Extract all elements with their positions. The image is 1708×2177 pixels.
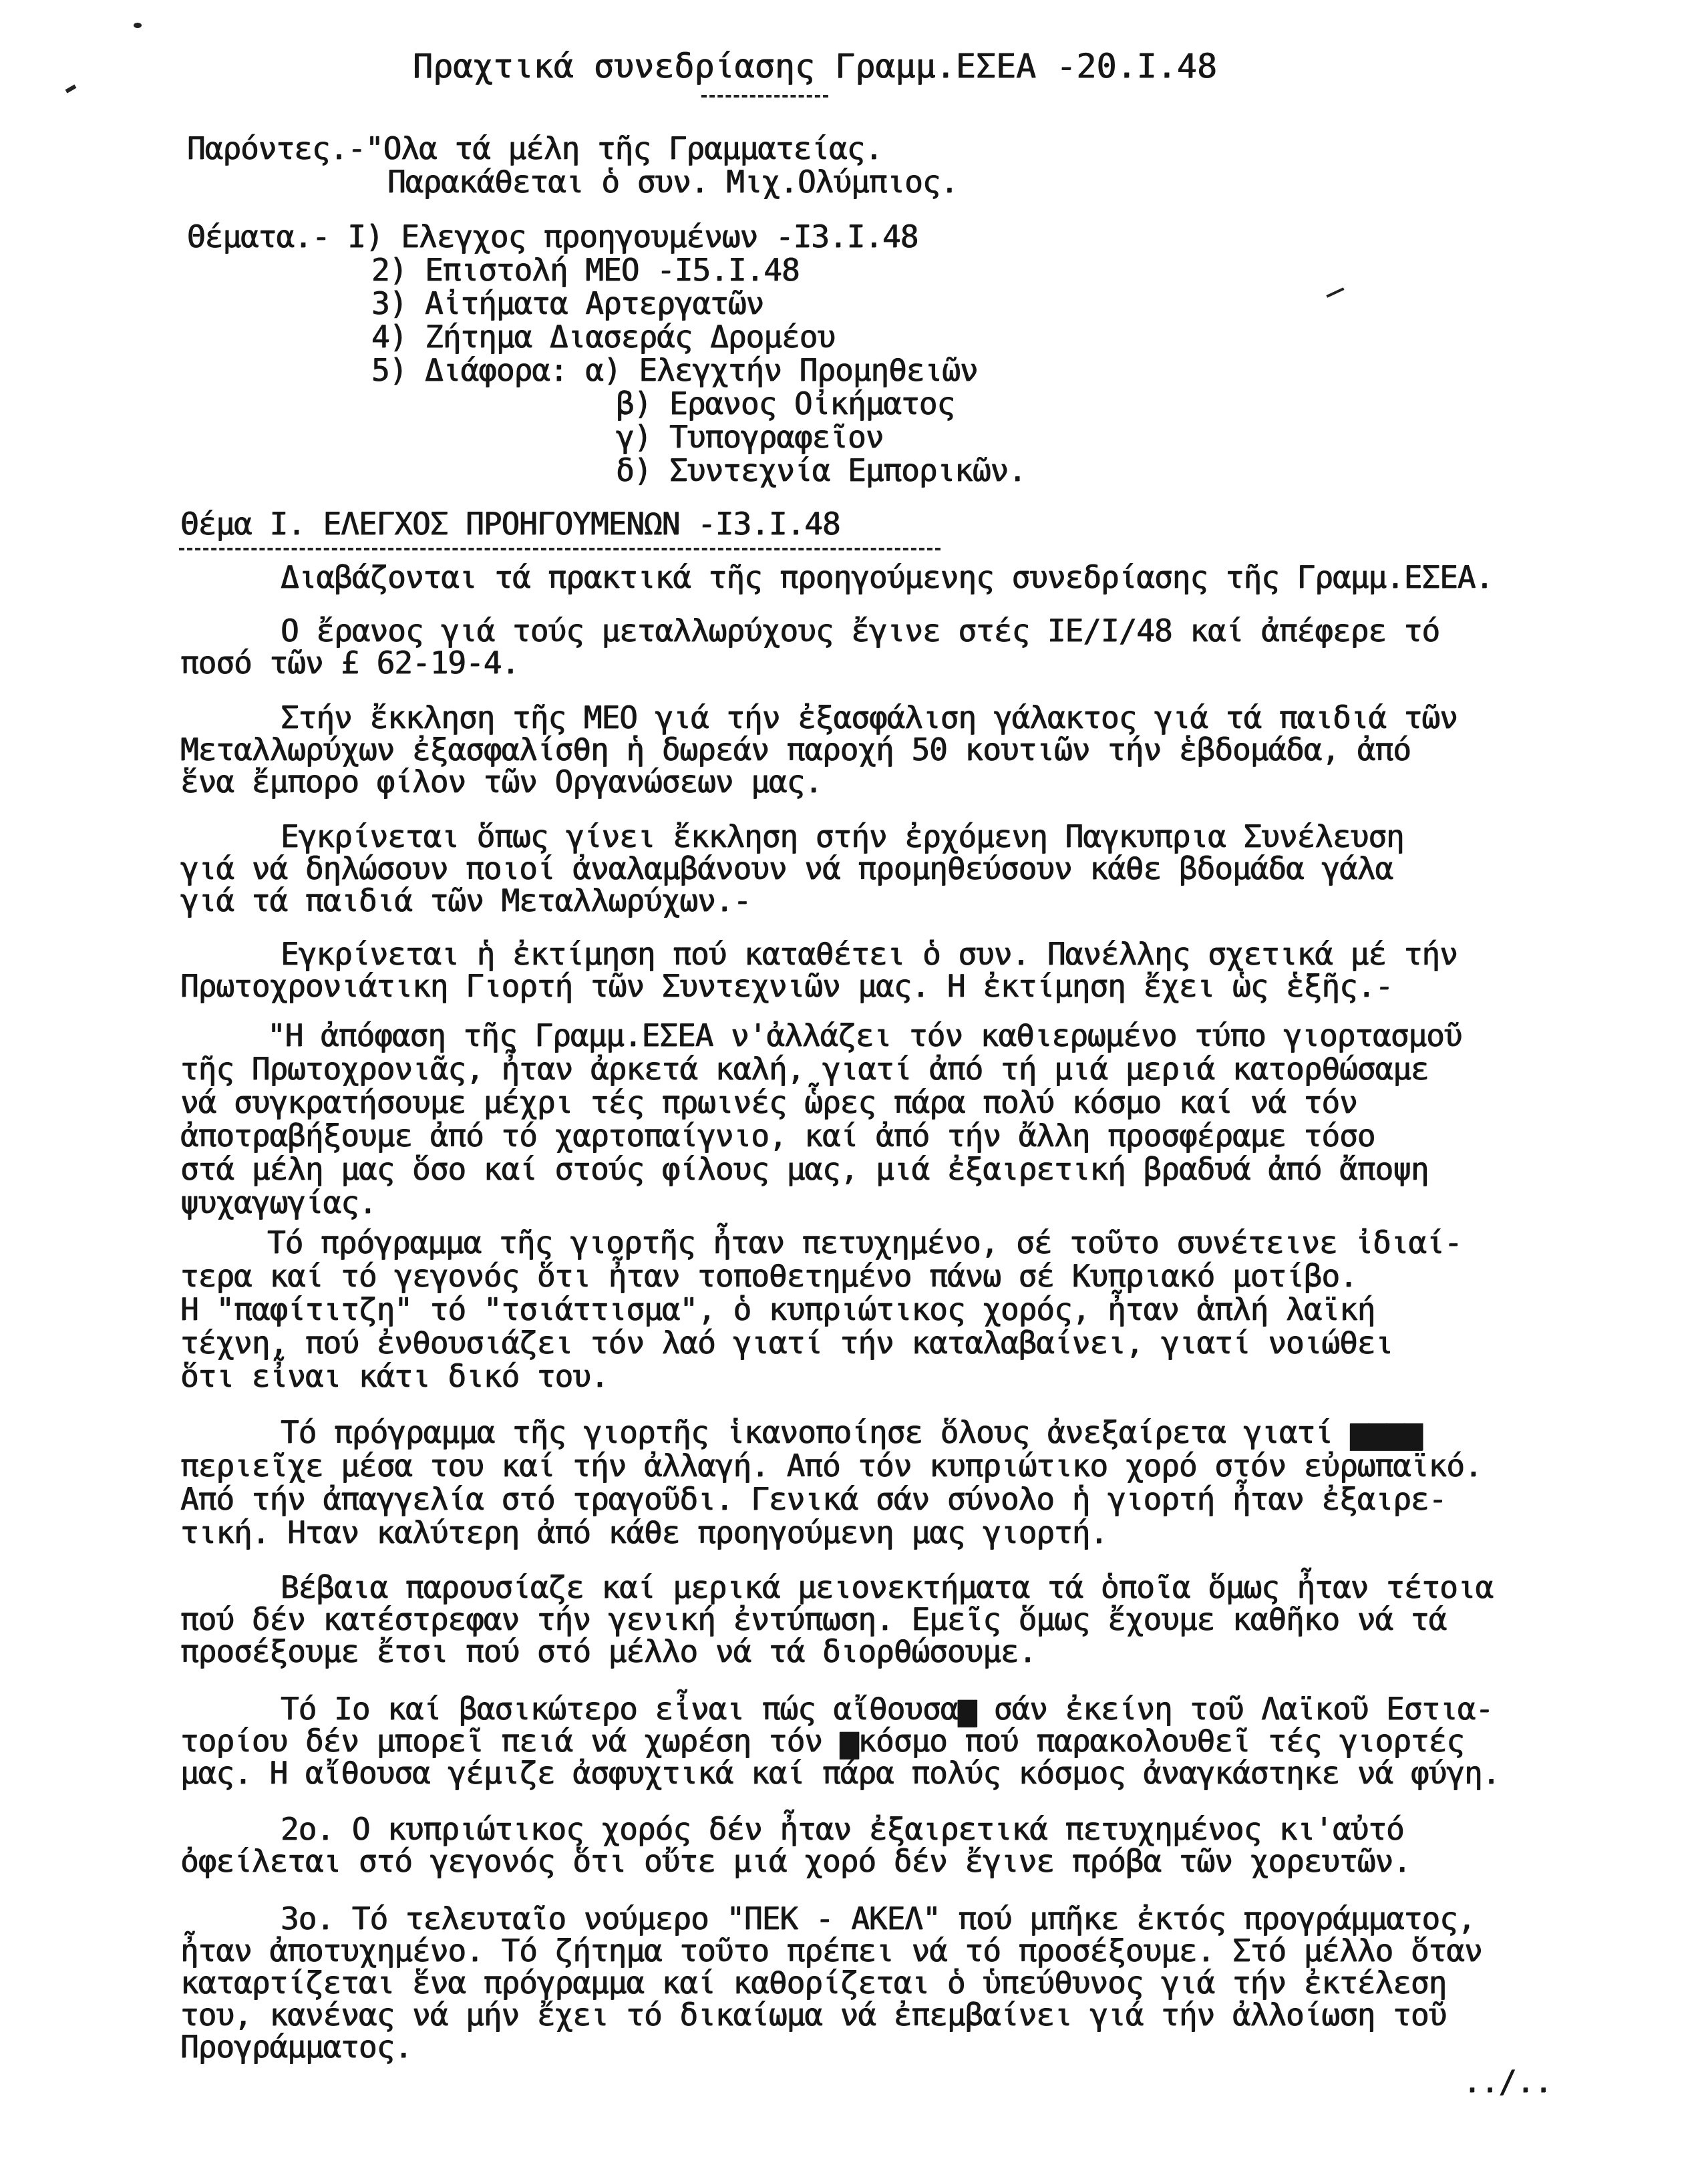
body-line: ψυχαγωγίας. bbox=[180, 1184, 377, 1220]
body-line: καταρτίζεται ἕνα πρόγραμμα καί καθορίζεται ὁ ὑπεύθυνος γιά τήν ἐκτέλεση bbox=[180, 1965, 1447, 2001]
body-line: ἕνα ἔμπορο φίλον τῶν Οργανώσεων μας. bbox=[180, 764, 822, 800]
body-line: Εγκρίνεται ὅπως γίνει ἔκκληση στήν ἐρχόμενη Παγκυπρια Συνέλευση bbox=[281, 818, 1404, 854]
stray-mark-right bbox=[1326, 287, 1344, 297]
body-line: τική. Ηταν καλύτερη ἀπό κάθε προηγούμενη μας γιορτή. bbox=[180, 1514, 1108, 1550]
body-line: στά μέλη μας ὅσο καί στούς φίλους μας, μιά ἐξαιρετική βραδυά ἀπό ἄποψη bbox=[180, 1151, 1429, 1187]
body-line: "Η ἀπόφαση τῆς Γραμμ.ΕΣΕΑ ν'ἀλλάζει τόν καθιερωμένο τύπο γιορτασμοῦ bbox=[267, 1017, 1462, 1053]
body-line: Τό Iο καί βασικώτερο εἶναι πώς αἴθουσα▆ σάν ἐκείνη τοῦ Λαϊκοῦ Εστια- bbox=[281, 1691, 1494, 1727]
body-line: Εγκρίνεται ἡ ἐκτίμηση πού καταθέτει ὁ συν. Πανέλλης σχετικά μέ τήν bbox=[281, 936, 1458, 972]
themes-line-1: Θέματα.- I) Ελεγχος προηγουμένων -I3.I.48 bbox=[187, 218, 918, 255]
body-line: Από τήν ἀπαγγελία στό τραγοῦδι. Γενικά σάν σύνολο ἡ γιορτή ἦταν ἐξαιρε- bbox=[180, 1481, 1447, 1517]
body-line: νά συγκρατήσουμε μέχρι τές πρωινές ὧρες πάρα πολύ κόσμο καί νά τόν bbox=[180, 1084, 1357, 1120]
body-line: Ο ἔρανος γιά τούς μεταλλωρύχους ἔγινε στές IΕ/I/48 καί ἀπέφερε τό bbox=[281, 613, 1440, 649]
body-line: Διαβάζονται τά πρακτικά τῆς προηγούμενης συνεδρίασης τῆς Γραμμ.ΕΣΕΑ. bbox=[281, 559, 1494, 595]
present-line-1: Παρόντες.-"Ολα τά μέλη τῆς Γραμματείας. bbox=[187, 130, 883, 166]
body-line: Προγράμματος. bbox=[180, 2029, 413, 2065]
body-line: μας. Η αἴθουσα γέμιζε ἀσφυχτικά καί πάρα πολύς κόσμος ἀναγκάστηκε νά φύγη. bbox=[180, 1755, 1500, 1791]
body-line: Στήν ἔκκληση τῆς ΜΕΟ γιά τήν ἐξασφάλιση γάλακτος γιά τά παιδιά τῶν bbox=[281, 699, 1458, 735]
body-line: τῆς Πρωτοχρονιᾶς, ἦταν ἀρκετά καλή, γιατί ἀπό τή μιά μεριά κατορθώσαμε bbox=[180, 1051, 1429, 1087]
stray-mark-top-left bbox=[134, 23, 142, 28]
body-line: Βέβαια παρουσίαζε καί μερικά μειονεκτήματα τά ὁποῖα ὅμως ἦταν τέτοια bbox=[281, 1569, 1494, 1605]
present-line-2: Παρακάθεται ὁ συν. Μιχ.Ολύμπιος. bbox=[387, 164, 959, 200]
themes-line-8: δ) Συντεχνία Εμπορικῶν. bbox=[616, 452, 1026, 488]
themes-line-5: 5) Διάφορα: α) Ελεγχτήν Προμηθειῶν bbox=[371, 352, 978, 388]
body-line: ποσό τῶν £ 62-19-4. bbox=[180, 645, 520, 681]
themes-line-3: 3) Αἰτήματα Αρτεργατῶν bbox=[371, 285, 764, 321]
body-line: ἦταν ἀποτυχημένο. Τό ζήτημα τοῦτο πρέπει νά τό προσέξουμε. Στό μέλλο ὅταν bbox=[180, 1933, 1482, 1969]
body-line: τορίου δέν μπορεῖ πειά νά χωρέση τόν ▆κόσμο πού παρακολουθεῖ τές γιορτές bbox=[180, 1723, 1464, 1759]
body-line: πού δέν κατέστρεφαν τήν γενική ἐντύπωση. Εμεῖς ὅμως ἔχουμε καθῆκο νά τά bbox=[180, 1601, 1447, 1637]
title-rule bbox=[701, 95, 828, 100]
themes-line-2: 2) Επιστολή ΜΕΟ -I5.I.48 bbox=[371, 252, 800, 288]
themes-line-6: β) Ερανος Οἰκήματος bbox=[616, 385, 955, 422]
body-line: γιά νά δηλώσουν ποιοί ἀναλαμβάνουν νά προμηθεύσουν κάθε βδομάδα γάλα bbox=[180, 850, 1393, 886]
body-line: ἀποτραβήξουμε ἀπό τό χαρτοπαίγνιο, καί ἀπό τήν ἄλλη προσφέραμε τόσο bbox=[180, 1118, 1375, 1154]
body-line: προσέξουμε ἔτσι πού στό μέλλο νά τά διορθώσουμε. bbox=[180, 1633, 1037, 1669]
body-line: ὅτι εἶναι κάτι δικό του. bbox=[180, 1358, 609, 1394]
continuation-mark: ../.. bbox=[1463, 2063, 1552, 2100]
body-line: Η "παφίτιτζη" τό "τσιάττισμα", ὁ κυπριώτικος χορός, ἦταν ἁπλή λαϊκή bbox=[180, 1291, 1375, 1327]
theme1-heading-underline bbox=[179, 548, 941, 550]
body-line: γιά τά παιδιά τῶν Μεταλλωρύχων.- bbox=[180, 882, 751, 918]
themes-line-4: 4) Ζήτημα Διασεράς Δρομέου bbox=[371, 319, 836, 355]
body-line: ὀφείλεται στό γεγονός ὅτι οὔτε μιά χορό δέν ἔγινε πρόβα τῶν χορευτῶν. bbox=[180, 1843, 1411, 1879]
body-line: Τό πρόγραμμα τῆς γιορτῆς ἱκανοποίησε ὅλους ἀνεξαίρετα γιατί ▆▆▆▆ bbox=[281, 1414, 1422, 1450]
body-line: 2ο. Ο κυπριώτικος χορός δέν ἦταν ἐξαιρετικά πετυχημένος κι'αὐτό bbox=[281, 1811, 1404, 1847]
body-line: τερα καί τό γεγονός ὅτι ἦταν τοποθετημένο πάνω σέ Κυπριακό μοτίβο. bbox=[180, 1258, 1357, 1294]
body-line: Πρωτοχρονιάτικη Γιορτή τῶν Συντεχνιῶν μας. Η ἐκτίμηση ἔχει ὡς ἑξῆς.- bbox=[180, 968, 1393, 1004]
stray-mark-left bbox=[65, 84, 77, 93]
body-line: περιεῖχε μέσα του καί τήν ἀλλαγή. Από τόν κυπριώτικο χορό στόν εὐρωπαϊκό. bbox=[180, 1448, 1482, 1484]
theme1-heading: Θέμα I. ΕΛΕΓΧΟΣ ΠΡΟΗΓΟΥΜΕΝΩΝ -I3.I.48 bbox=[180, 506, 840, 542]
body-line: Τό πρόγραμμα τῆς γιορτῆς ἦταν πετυχημένο, σέ τοῦτο συνέτεινε ἰδιαί- bbox=[267, 1224, 1462, 1261]
document-title: Πραχτικά συνεδρίασης Γραμμ.ΕΣΕΑ -20.I.48 bbox=[413, 47, 1218, 86]
themes-line-7: γ) Τυπογραφεῖον bbox=[616, 419, 884, 455]
body-line: του, κανένας νά μήν ἔχει τό δικαίωμα νά ἐπεμβαίνει γιά τήν ἀλλοίωση τοῦ bbox=[180, 1997, 1447, 2033]
body-line: 3ο. Τό τελευταῖο νούμερο "ΠΕΚ - ΑΚΕΛ" πού μπῆκε ἐκτός προγράμματος, bbox=[281, 1900, 1476, 1937]
body-line: Μεταλλωρύχων ἐξασφαλίσθη ἡ δωρεάν παροχή 50 κουτιῶν τήν ἑβδομάδα, ἀπό bbox=[180, 731, 1411, 768]
body-line: τέχνη, πού ἐνθουσιάζει τόν λαό γιατί τήν καταλαβαίνει, γιατί νοιώθει bbox=[180, 1325, 1393, 1361]
